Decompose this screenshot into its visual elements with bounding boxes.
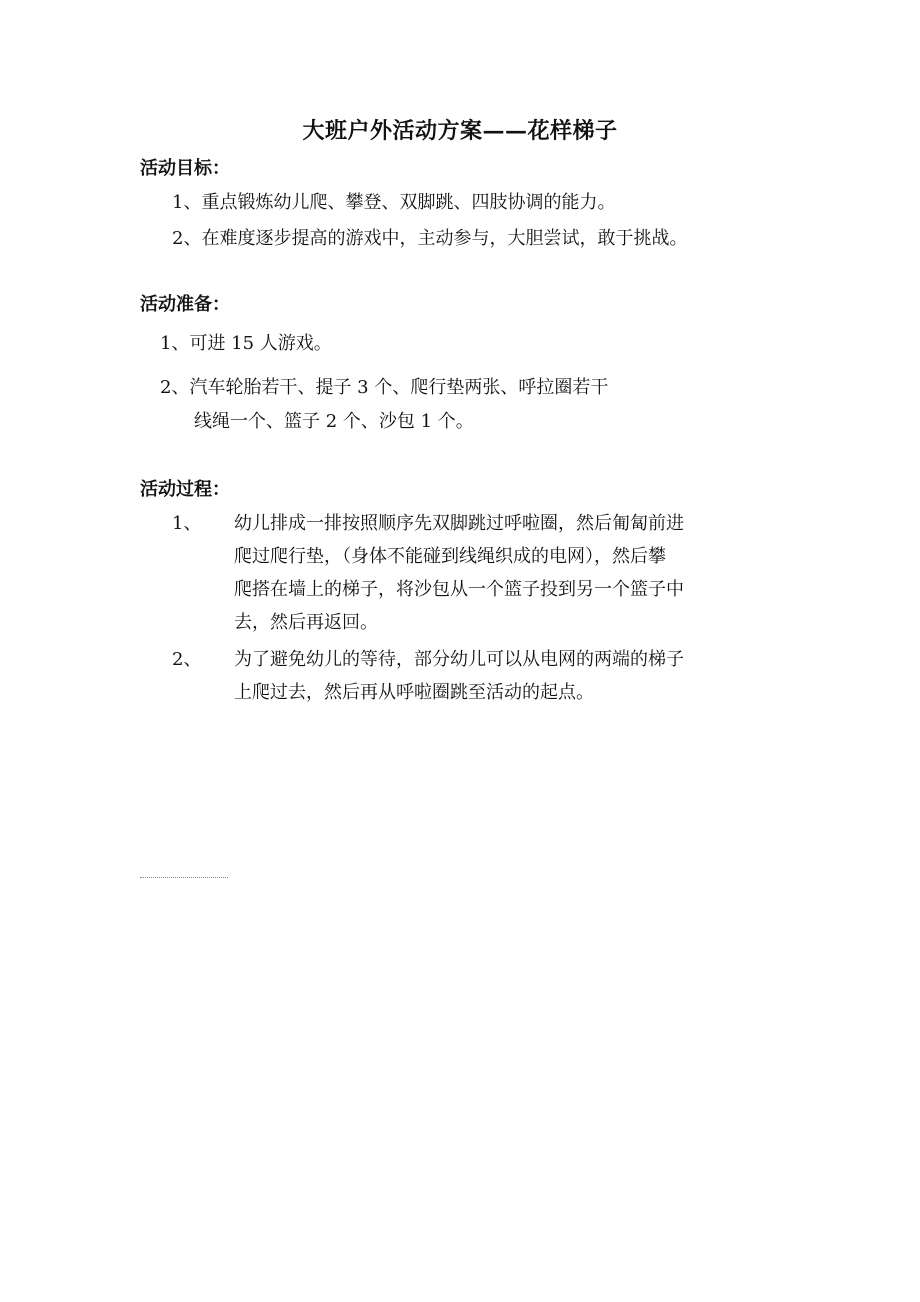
process-step-1-number: 1、 [172,513,202,534]
preparation-heading: 活动准备： [140,294,230,315]
preparation-item-2: 2、汽车轮胎若干、提子 3 个、爬行垫两张、呼拉圈若干 [160,377,609,398]
process-step-1-line-4: 去，然后再返回。 [234,612,378,633]
preparation-item-1: 1、可进 15 人游戏。 [160,333,332,354]
goal-item-1: 1、重点锻炼幼儿爬、攀登、双脚跳、四肢协调的能力。 [172,192,616,213]
document-title: 大班户外活动方案——花样梯子 [302,118,618,144]
process-step-2-line-2: 上爬过去，然后再从呼啦圈跳至活动的起点。 [234,682,594,703]
process-step-2-line-1: 为了避免幼儿的等待，部分幼儿可以从电网的两端的梯子 [234,649,684,670]
process-step-1-line-2: 爬过爬行垫，（身体不能碰到线绳织成的电网），然后攀 [234,546,666,567]
footnote-divider [140,877,228,878]
preparation-item-2-continued: 线绳一个、篮子 2 个、沙包 1 个。 [194,411,474,432]
process-step-2-number: 2、 [172,649,202,670]
process-step-1-line-3: 爬搭在墙上的梯子，将沙包从一个篮子投到另一个篮子中 [234,579,684,600]
process-step-1-line-1: 幼儿排成一排按照顺序先双脚跳过呼啦圈，然后匍匐前进 [234,513,684,534]
goals-heading: 活动目标： [140,158,230,179]
goal-item-2: 2、在难度逐步提高的游戏中，主动参与，大胆尝试，敢于挑战。 [172,228,688,249]
process-heading: 活动过程： [140,479,230,500]
